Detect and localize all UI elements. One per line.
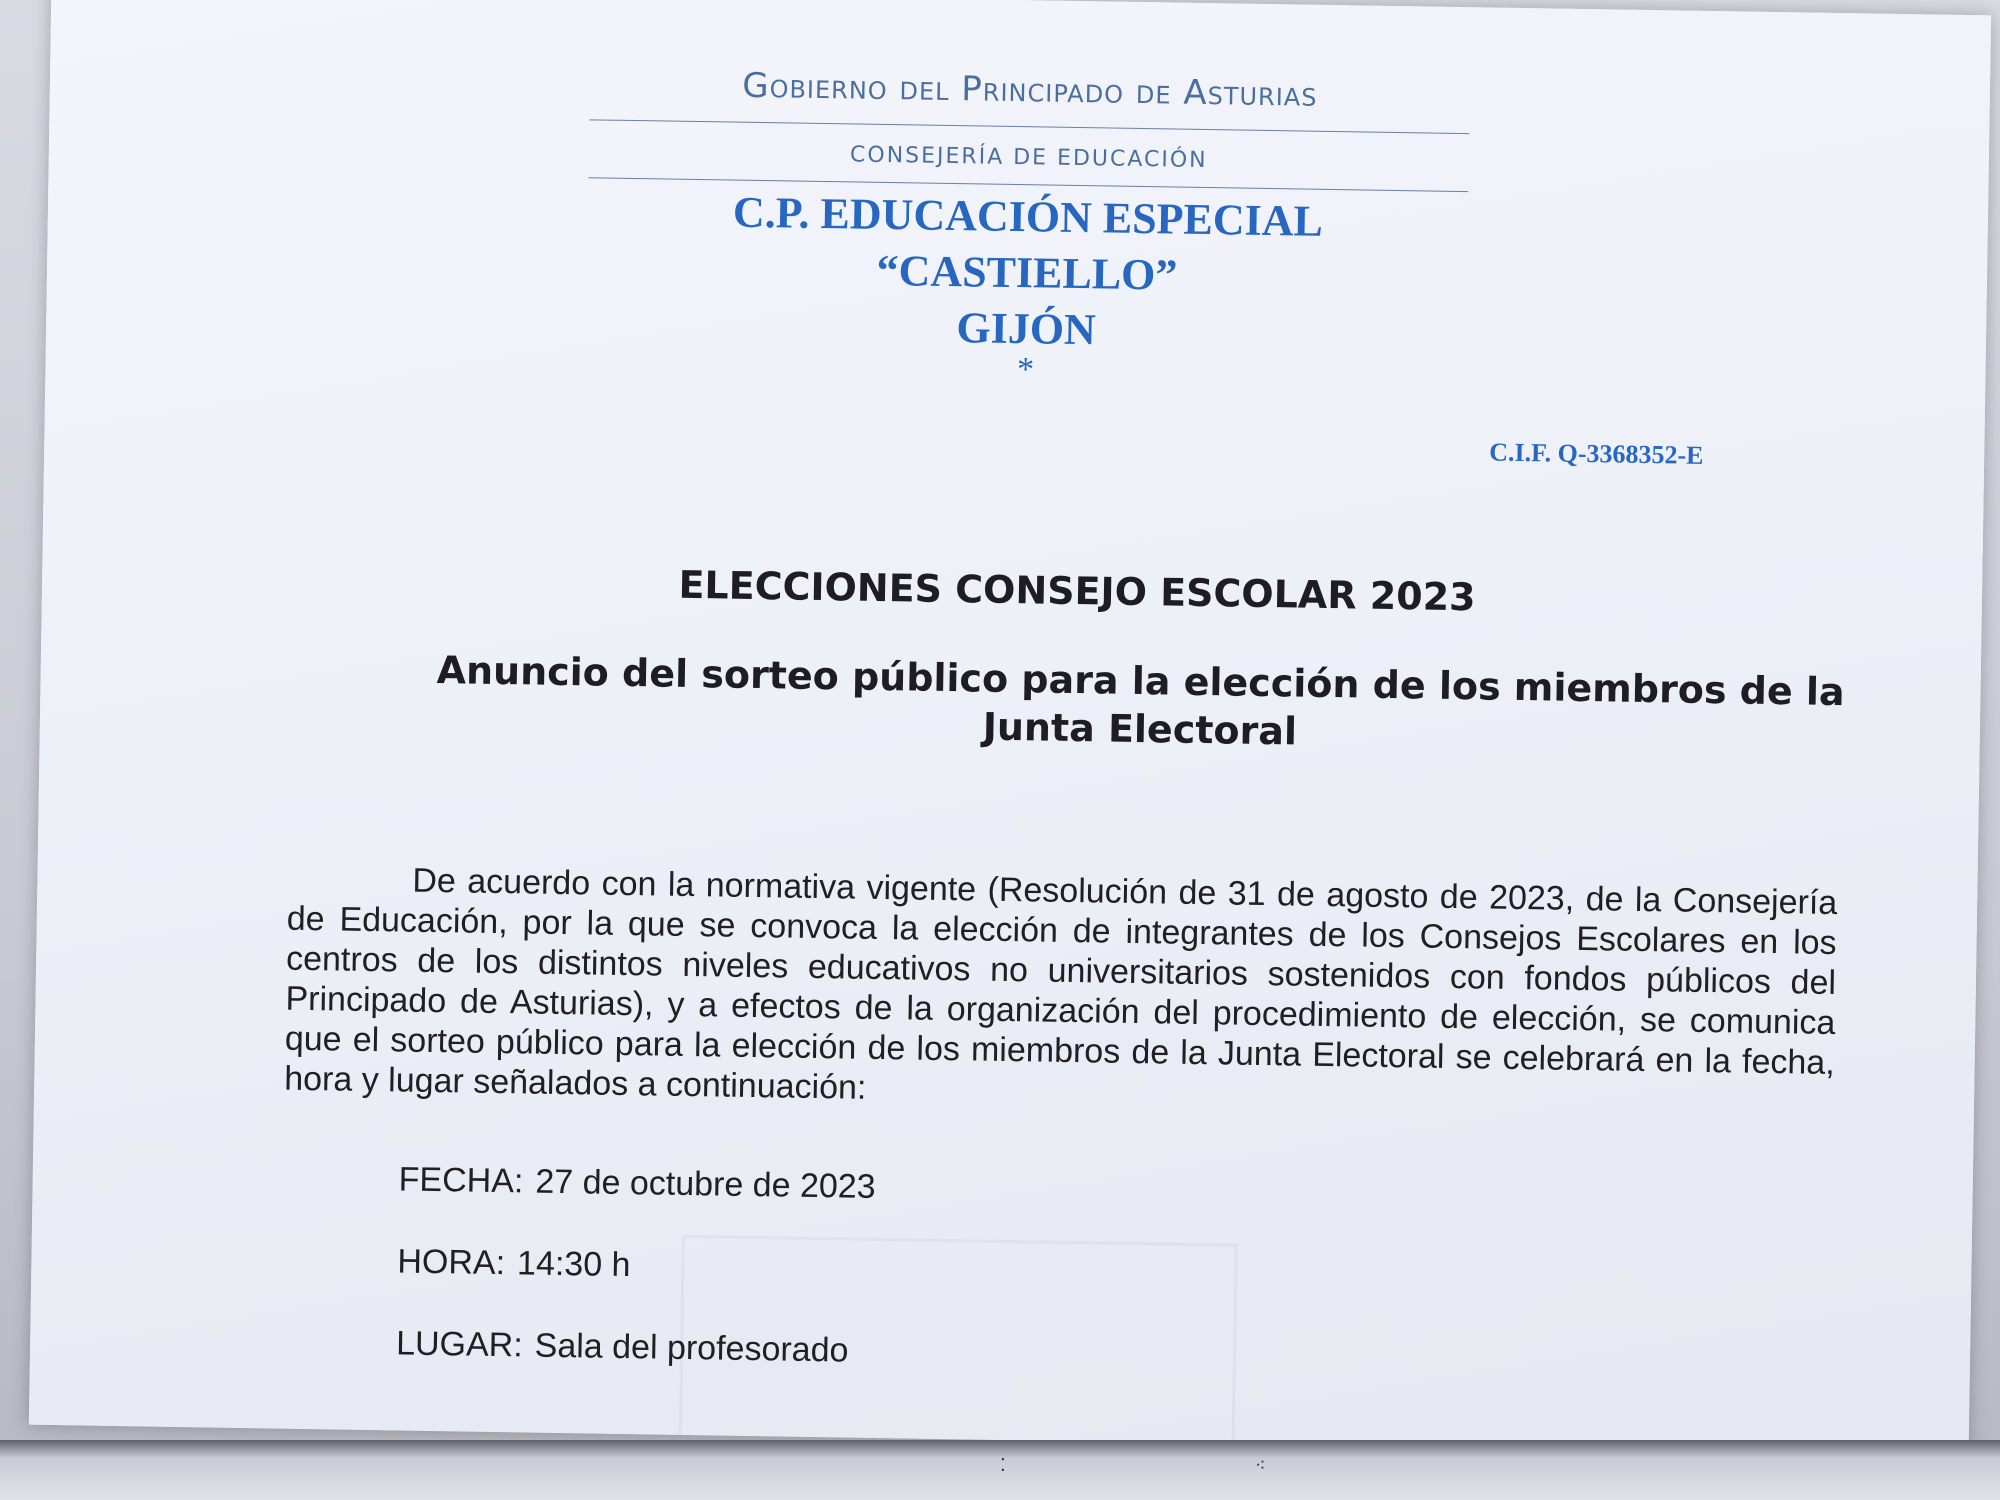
lugar-label: LUGAR: xyxy=(395,1324,524,1365)
hora-value: 14:30 h xyxy=(516,1244,631,1285)
consejeria-name: CONSEJERÍA DE EDUCACIÓN xyxy=(588,120,1469,192)
fecha-line xyxy=(398,1160,876,1206)
lugar-line xyxy=(396,1324,849,1370)
document-sheet xyxy=(29,0,1991,1455)
school-name-line1: C.P. EDUCACIÓN ESPECIAL xyxy=(732,187,1324,246)
lugar-value: Sala del profesorado xyxy=(534,1326,849,1370)
letterhead xyxy=(585,63,1470,394)
document-subtitle: Anuncio del sorteo público para la elección de los miembros de la Junta Electoral xyxy=(436,647,1845,754)
school-name-line2: “CASTIELLO” xyxy=(876,245,1178,300)
fecha-value: 27 de octubre de 2023 xyxy=(535,1162,876,1206)
ink-speck: ⁖ xyxy=(1255,1455,1266,1476)
fecha-label: FECHA: xyxy=(398,1160,524,1201)
hora-line xyxy=(397,1242,631,1285)
document-title: ELECCIONES CONSEJO ESCOLAR 2023 xyxy=(678,562,1476,620)
hora-label: HORA: xyxy=(397,1242,506,1283)
announcement-paragraph: De acuerdo con la normativa vigente (Resolución de 31 de agosto de 2023, de la Consejería de Educación, por la que se convoca la elección de integrantes de los Consejos Escolares en los centros de los distintos niveles educativos no universitarios sostenidos con fondos públicos del Principado de Asturias), y a efectos de la organización del procedimiento de elección, se comunica que el sorteo público para la elección de los miembros de la Junta Electoral se celebrará en la fecha, hora y lugar señalados a continuación: xyxy=(283,861,1838,1107)
school-city: GIJÓN xyxy=(956,303,1097,355)
asterisk-mark: * xyxy=(1016,351,1035,389)
ink-speck: ⁚ xyxy=(1000,1455,1006,1476)
government-name: Gobierno del Principado de Asturias xyxy=(589,63,1470,134)
cif-number: C.I.F. Q-3368352-E xyxy=(1489,437,1704,470)
